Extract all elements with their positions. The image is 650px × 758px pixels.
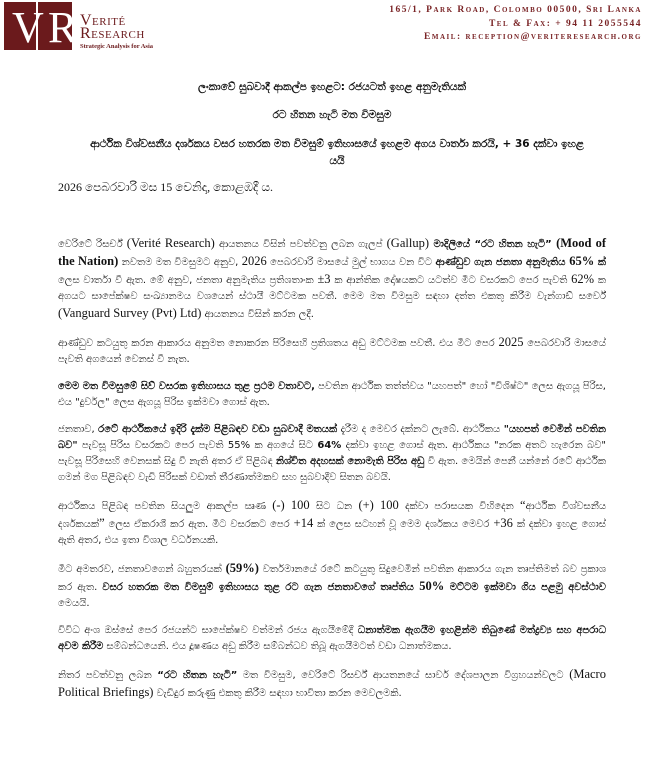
paragraph-text: දැරීම ද මෙවර දක්නට ලැබේ. ආර්ථිකය xyxy=(337,424,504,435)
emphasized-text: මට්ටම ඉක්මවා ගිය පළමු අවස්ථාව xyxy=(444,582,606,593)
address: 165/1, Park Road, Colombo 00500, Sri Lanka xyxy=(389,5,642,15)
paragraph-text: ආර්ථික විශ්වසනීය දර්ශකයක් xyxy=(58,501,607,530)
emphasized-text: “රට හිතන හැටි” xyxy=(474,239,557,250)
paragraph-text: වෙරිටේ රිසර්ච් xyxy=(58,239,127,250)
paragraph-text: ආණ්ඩුව කටයුතු කරන ආකාරය අනුමත නොකරන පිරිසෙහි ප්‍රතිශතය අඩු මට්ටමක පවතී. එය මීට පෙර xyxy=(58,338,499,349)
body-paragraph xyxy=(58,235,606,323)
paragraph-text: ජනතාව, xyxy=(58,424,99,435)
body-paragraph xyxy=(58,623,606,655)
subheadline: රට හිතන හැටි මත විමසුම xyxy=(272,109,392,121)
paragraph-text: (Macro Political Briefings) xyxy=(58,667,606,699)
paragraph-text: 62% xyxy=(571,272,595,286)
paragraph-text: ක් දක්වා ඉහළ ගොස් ඇති අතර, එය ඉතා විශාල වර්ධනයකි. xyxy=(58,519,606,546)
body-paragraph xyxy=(58,422,606,486)
logo-name xyxy=(80,14,145,40)
emphasized-text: මාදිලියේ xyxy=(429,239,475,250)
paragraph-text: ආයතනය විසින් පවත්වනු ලබන ගැලප් xyxy=(214,239,387,250)
paragraph-text: ආයතනය විසින් කරන ලදී. xyxy=(201,309,314,320)
emphasized-text: (59%) xyxy=(225,561,259,575)
paragraphs xyxy=(58,235,606,702)
logo-name-line1: Verité xyxy=(80,12,126,29)
paragraph-text: විවිධ අංශ ඔස්සේ පෙර රජයන්ට සාපේක්ෂව වත්මන් රජය ඇගයීමේදී xyxy=(58,625,358,636)
verite-research-logo xyxy=(4,2,204,52)
body-paragraph xyxy=(58,497,606,549)
paragraph-text: දක්වා ඉහළ ගොස් ඇත. ආර්ථිකය "නරක අතට හැරෙන බව" පැවසූ පිරිසෙහි වෙනසක් සිදු වී නැති අතර ඒ පිළිබඳ xyxy=(58,440,606,467)
emphasized-text: 64% xyxy=(317,440,342,451)
paragraph-text: ලෙස වාර්තා වී ඇත. මේ අනුව, ජනතා අනුමැතිය ප්‍රතිශතාංක xyxy=(58,275,318,286)
paragraph-text: මත විමසුම, වෙරිටේ රිසර්ච් ආයතනයේ සාර්ව දේශපාලන විග්‍රහයන්වලට xyxy=(237,670,570,681)
contact-block xyxy=(389,4,642,45)
headline: ලංකාවේ සුබවාදී ආකල්ප ඉහළට: රජයටත් ඉහළ අනුමැතියක් xyxy=(198,81,466,93)
emphasized-text: වසර හතරක මත විමසුම් ඉතිහාසය තුළ රට ගැන ජනතාවගේ තෘප්තිය xyxy=(102,582,420,593)
paragraph-text: මීට අමතරව, ජනතාවගෙන් බහුතරයක් xyxy=(58,564,226,575)
logo-letter-v: V xyxy=(12,3,44,52)
emphasized-text: ක් xyxy=(594,257,606,268)
paragraph-text: ±3 xyxy=(317,272,331,286)
emphasized-text: “රට හිතන හැටි” xyxy=(157,670,238,681)
body-paragraph xyxy=(58,560,606,612)
paragraph-text: 2026 xyxy=(241,254,267,268)
paragraph-text: (Vanguard Survey (Pvt) Ltd) xyxy=(58,306,202,320)
emphasized-text: නිශ්චිත අදහසක් නොමැති පිරිස අඩු xyxy=(275,456,425,467)
paragraph-text: වැඩිදුර කරුණු එකතු කිරීම සඳහා භාවිතා කරන මෙවලමකි. xyxy=(153,688,402,699)
paragraph-text: 55% xyxy=(227,440,251,451)
emphasized-text: 65% xyxy=(569,254,595,268)
paragraph-text: මෙයයි. xyxy=(58,598,90,609)
paragraph-text: ක් ලෙස සටහන් වූ මෙම දර්ශකය මෙවර xyxy=(313,519,494,530)
paragraph-text: (+) 100 xyxy=(358,498,399,512)
emphasized-text: රටේ ආර්ථිකයේ ඉදිරි දැක්ම පිළිබඳව වඩා සුබවාදී මතයක් xyxy=(98,424,338,435)
logo-name-line2: Research xyxy=(80,25,145,42)
logo-tagline: Strategic Analysis for Asia xyxy=(80,43,154,50)
paragraph-text: සම්බන්ධයෙනි. එය දූෂණය අඩු කිරීම සම්බන්ධව තිබූ ඇගයීමටත් වඩා ධනාත්මකය. xyxy=(103,641,452,652)
emphasized-text: 50% xyxy=(419,579,445,593)
summary-headline: ආර්ථික විශ්වසනීය දර්ශකය වසර හතරක මත විමසුම් ඉතිහාසයේ ඉහළම අගය වාර්තා කරයි, + 36 දක්වා ඉහළ යයි xyxy=(90,138,584,167)
paragraph-text: ක ආන්තික දෝෂයකට යටත්ව මීට වසරකට පෙර පැවති xyxy=(330,275,572,286)
dateline: 2026 පෙබරවාරි මස 15 වෙනිදා, කොළඹදී ය. xyxy=(58,180,273,194)
body-paragraph xyxy=(58,379,606,411)
paragraph-text: 2025 xyxy=(498,335,524,349)
paragraph-text: වර්තමානයේ රටේ කටයුතු සිදුවෙමින් පවතින ආකාරය ගැන තෘප්තිමත් බව ප්‍රකාශ කර ඇත. xyxy=(58,564,606,593)
paragraph-text: නිතර පවත්වනු ලබන xyxy=(58,670,158,681)
body-paragraph xyxy=(58,666,606,702)
logo-letter-r: R xyxy=(48,3,78,52)
paragraph-text: පවතින ආර්ථික තත්ත්වය "යහපත්" හෝ "විශිෂ්ට" ලෙස ඇගයූ පිරිස, එය "දුර්වල" ලෙස ඇගයූ පිරිස ඉක්මවා ගොස් ඇත. xyxy=(58,381,606,408)
paragraph-text: වී ඇත. මෙයින් පෙනී යන්නේ රටේ ආර්ථික ගමන් මග පිළිබඳව වැඩි පිරිසක් වඩාත් තීරණාත්මකව සහ සුබවාදීව සිතන බවයි. xyxy=(58,456,606,483)
emphasized-text: "යහපත් වෙමින් පවතින බව" xyxy=(58,424,606,451)
press-release-body xyxy=(58,80,606,713)
paragraph-text: පෙබරවාරි මාසයේ පැවති අගයෙන් වෙනස් වී නැත. xyxy=(58,338,606,365)
paragraph-text: (-) 100 xyxy=(272,498,310,512)
body-paragraph xyxy=(58,334,606,368)
paragraph-text: සිට ධන xyxy=(309,501,359,512)
emphasized-text: (Mood of the Nation) xyxy=(58,236,607,268)
emphasized-text: ධනාත්මක ඇගයීම ඉහළින්ම තිබුණේ මත්ද්‍රව්‍ය සහ අපරාධ අවම කිරීම xyxy=(58,625,606,652)
paragraph-text: +36 xyxy=(493,516,513,530)
emphasized-text: ආණ්ඩුව ගැන ජනතා අනුමැතිය xyxy=(435,257,570,268)
paragraph-text: “ xyxy=(519,498,526,512)
paragraph-text: ආර්ථිකය පිළිබඳ පවතින සියලුම ආකල්ප ඍණ xyxy=(58,501,273,512)
letterhead xyxy=(0,0,650,60)
paragraph-text: ලෙස ඒකරාශී කර ඇත. මීට වසරකට පෙර xyxy=(104,519,294,530)
paragraph-text: ක අගයේ සිට xyxy=(250,440,318,451)
paragraph-text: ක අගයට සාපේක්ෂව සංඛ්‍යානමය වශයෙන් ස්ථායී මට්ටමක පවතී. මෙම මත විමසුම සඳහා දත්ත එකතු කිරීම වැන්ගාඩ් සර්වේ xyxy=(58,275,606,302)
paragraph-text: පෙබරවාරි මාසයේ මුල් භාගය වන විට xyxy=(266,257,436,268)
paragraph-text: (Gallup) xyxy=(386,236,429,250)
paragraph-text: +14 xyxy=(293,516,314,530)
paragraph-text: දක්වා පරාසයක විහිදෙන xyxy=(398,501,520,512)
email: Email: reception@veriteresearch.org xyxy=(424,32,642,42)
phone: Tel & Fax: + 94 11 2055544 xyxy=(488,18,642,29)
paragraph-text: ” xyxy=(99,516,105,530)
paragraph-text: පැවසූ පිරිස වසරකට පෙර පැවති xyxy=(77,440,228,451)
paragraph-text: (Verité Research) xyxy=(126,236,215,250)
emphasized-text: මෙම මත විමසුමේ සිව් වසරක ඉතිහාසය තුළ ප්‍රථම වතාවට, xyxy=(58,381,315,392)
paragraph-text: නවතම මත විමසුමට අනුව, xyxy=(118,257,242,268)
